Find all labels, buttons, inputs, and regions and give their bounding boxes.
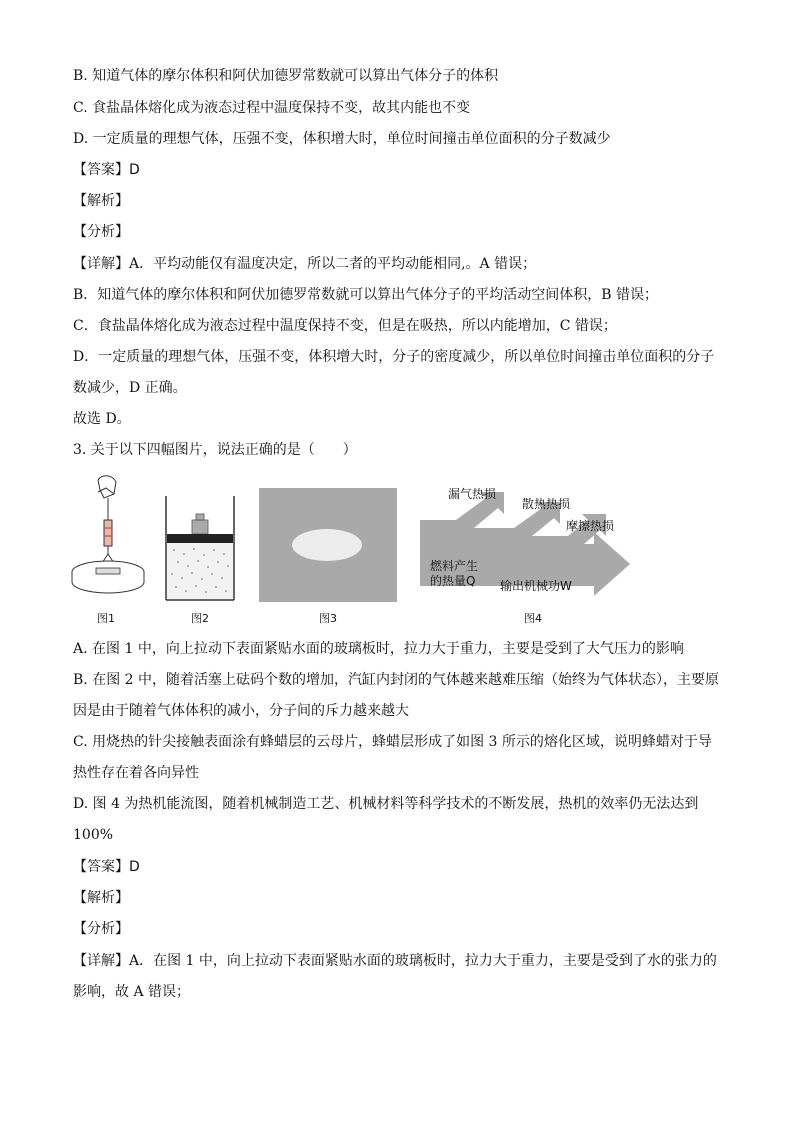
- leak-loss-label: 漏气热损: [448, 487, 497, 501]
- figure-1-caption: 图1: [97, 612, 115, 625]
- figure-2-image: [160, 492, 240, 604]
- fenxi-tag: 【分析】: [73, 224, 129, 240]
- fuel-heat-label-2: 的热量Q: [430, 574, 476, 588]
- detail-line: 【详解】A．平均动能仅有温度决定，所以二者的平均动能相同,。A 错误；: [73, 256, 537, 272]
- option-b-prev: B. 知道气体的摩尔体积和阿伏加德罗常数就可以算出气体分子的体积: [73, 68, 499, 84]
- figure-3-caption: 图3: [319, 612, 337, 625]
- figure-4-caption: 图4: [524, 612, 542, 625]
- detail-line: 影响，故 A 错误；: [73, 984, 191, 1000]
- option-c-prev: C. 食盐晶体熔化成为液态过程中温度保持不变，故其内能也不变: [73, 100, 471, 116]
- answer-tag: 【答案】D: [73, 859, 140, 875]
- detail-line: B．知道气体的摩尔体积和阿伏加德罗常数就可以算出气体分子的平均活动空间体积，B 错误；: [73, 287, 659, 303]
- analysis-tag: 【解析】: [73, 890, 129, 906]
- figure-2-caption: 图2: [191, 612, 209, 625]
- detail-line: 【详解】A．在图 1 中，向上拉动下表面紧贴水面的玻璃板时，拉力大于重力，主要是受到了水的张力的: [73, 953, 717, 969]
- option-b: B. 在图 2 中，随着活塞上砝码个数的增加，汽缸内封闭的气体越来越难压缩（始终为气体状态），主要原: [73, 672, 719, 688]
- option-a: A. 在图 1 中，向上拉动下表面紧贴水面的玻璃板时，拉力大于重力，主要是受到了大气压力的影响: [73, 641, 684, 657]
- option-d-prev: D. 一定质量的理想气体，压强不变，体积增大时，单位时间撞击单位面积的分子数减少: [73, 131, 611, 147]
- option-d-cont: 100%: [73, 827, 114, 843]
- answer-tag: 【答案】D: [73, 162, 140, 178]
- figure-3-image: [259, 488, 397, 602]
- detail-line: D．一定质量的理想气体，压强不变，体积增大时，分子的密度减少，所以单位时间撞击单位面积的分子: [73, 349, 715, 365]
- figure-1-image: [68, 472, 150, 602]
- friction-loss-label: 摩擦热损: [566, 519, 615, 533]
- option-d: D. 图 4 为热机能流图，随着机械制造工艺、机械材料等科学技术的不断发展，热机的效率仍无法达到: [73, 796, 699, 812]
- detail-line: 数减少，D 正确。: [73, 380, 187, 396]
- conclusion-line: 故选 D。: [73, 411, 131, 427]
- fenxi-tag: 【分析】: [73, 921, 129, 937]
- detail-line: C．食盐晶体熔化成为液态过程中温度保持不变，但是在吸热，所以内能增加，C 错误；: [73, 318, 617, 334]
- output-work-label: 输出机械功W: [500, 579, 572, 593]
- option-c: C. 用烧热的针尖接触表面涂有蜂蜡层的云母片，蜂蜡层形成了如图 3 所示的熔化区域，说明蜂蜡对于导: [73, 734, 712, 750]
- question-3-stem: 3. 关于以下四幅图片，说法正确的是（ ）: [73, 442, 357, 458]
- option-b-cont: 因是由于随着气体体积的减小，分子间的斥力越来越大: [73, 703, 409, 719]
- figure-4-image: [418, 484, 633, 604]
- heat-loss-label: 散热热损: [522, 497, 571, 511]
- option-c-cont: 热性存在着各向异性: [73, 765, 199, 781]
- analysis-tag: 【解析】: [73, 193, 129, 209]
- fuel-heat-label-1: 燃料产生: [430, 559, 479, 573]
